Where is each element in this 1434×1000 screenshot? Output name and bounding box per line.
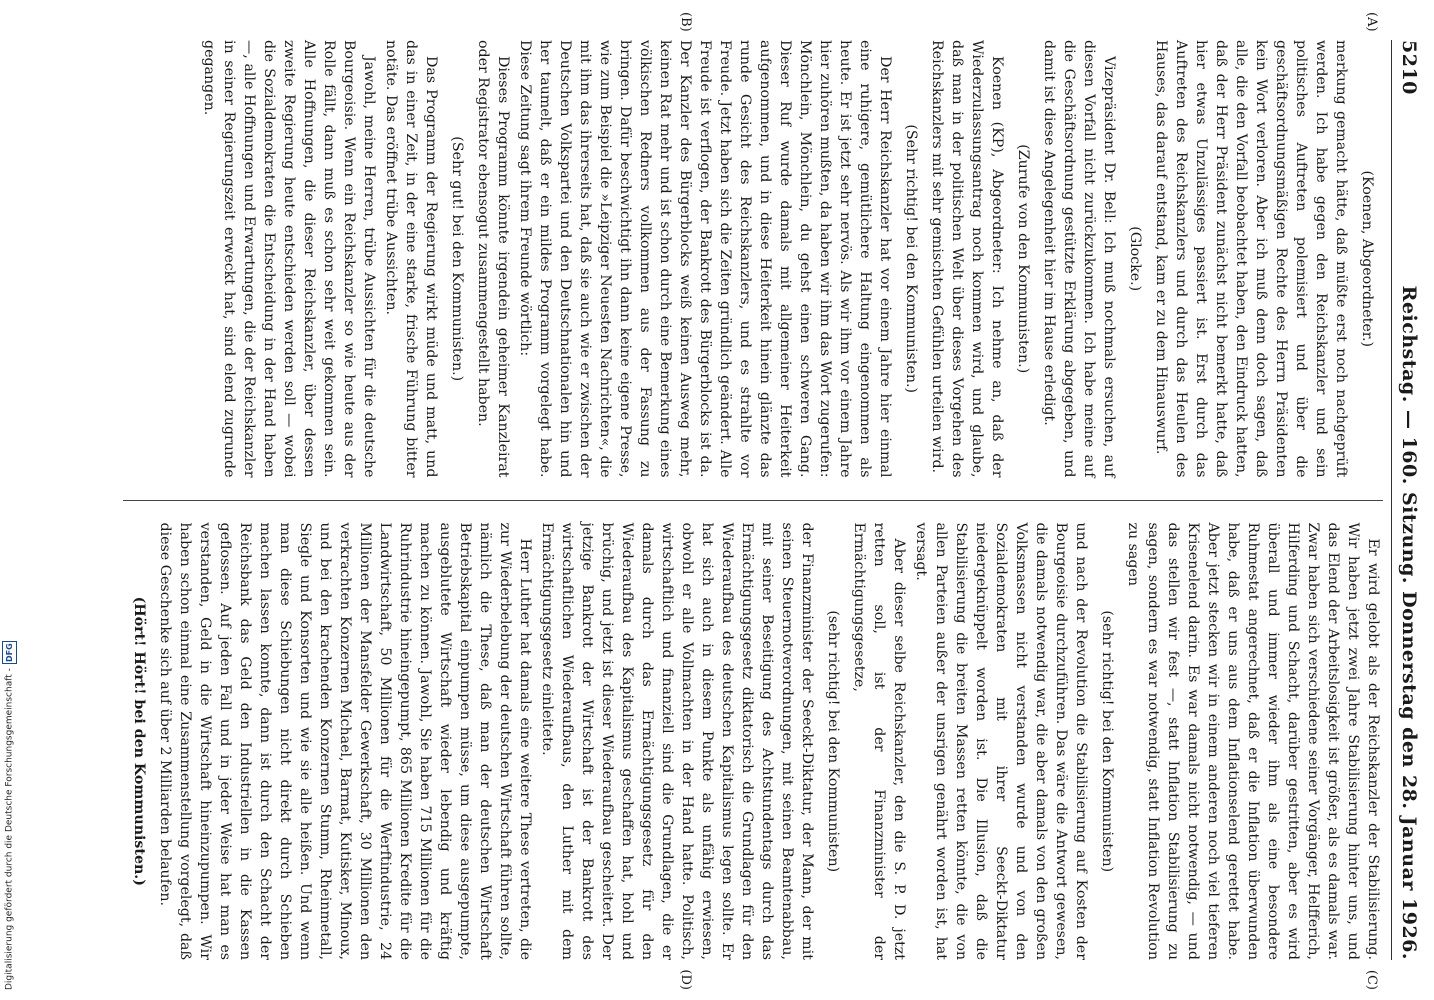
left-column — [123, 40, 1383, 478]
paragraph: Herr Luther hat damals eine weitere These vertreten, die zur Wiederbelebung der deutschen Wirtschaft führen sollte, nämlich die These, daß man der deutschen Wirtschaft Betriebskapital einpumpen müsse, um diese ausgepumpte, ausgeblutete Wirtschaft wieder lebendig und kräftig machen zu können. Jawohl, Sie haben 715 Millionen für die Ruhrindustrie hineingepumpt, 865 Millionen Kredite für die Landwirtschaft, 50 Millionen für die Werftindustrie, 24 Millionen der Mansfelder Gewerkschaft, 30 Millionen den verkrachten Konzernen Michael, Barmat, Kutisker, Minoux, und bei den krachenden Konzernen Stumm, Rheinmetall, Siegle und Konsorten und wie sie alle heißen. Und wenn man diese Schiebungen nicht direkt durch Schieben machen lassen konnte, dann ist durch den Schacht der Reichsbank das Geld den Industriellen in die Kassen geflossen. Auf jeden Fall und in jeder Weise hat man es verstanden, Geld in die Wirtschaft hineinzupumpen. Wir haben schon einmal eine Zusammenstellung vorgelegt, daß diese Geschenke sich auf über 2 Milliarden belaufen. — [157, 522, 533, 960]
paragraph: und nach der Revolution die Stabilisierung auf Kosten der Bourgeoisie durchzuführen. Das wäre die Antwort gewesen, die damals notwendig war, die aber damals von den großen Volksmassen nicht verstanden wurde und von den Sozialdemokraten mit ihrer Seeckt-Diktatur niedergeknüppelt worden ist. Die Illusion, daß die Stabilisierung die breiten Massen retten könnte, die von allen Parteien außer der unsrigen genährt worden ist, hat versagt. — [913, 522, 1089, 960]
interjection: (Sehr richtig! bei den Kommunisten.) — [903, 124, 919, 394]
page-number: 5210 — [1398, 40, 1420, 95]
interjection: (Zurufe von den Kommunisten.) — [1015, 144, 1031, 374]
paragraph: Koenen (KP), Abgeordneter: Ich nehme an, daß der Wiederzulassungsantrag noch kommen wird, und glaube, daß man in der politischen Welt über dieses Vorgehen des Reichskanzlers mit sehr gemischten Gefühlen urteilen wird. — [929, 40, 1005, 478]
quotation: Dieses Programm könnte irgendein geheimer Kanzleirat oder Registrator ebensogut zusammengestellt haben. — [475, 40, 511, 478]
interjection: (Hört! Hört! bei den Kommunisten.) — [131, 596, 147, 886]
funding-note — [2, 100, 17, 990]
paragraph: der Finanzminister der Seeckt-Diktatur, der Mann, der mit seinen Steuernotverordnungen, mit seinen Beamtenabbau, mit seiner Beseitigung des Achtstundentags durch das Ermächtigungsgesetz diktatorisch die Grundlagen für den Wiederaufbau des deutschen Kapitalismus legen sollte. Er hat sich auch in diesem Punkte als unfähig erwiesen, obwohl er alle Vollmachten in der Hand hatte. Politisch, wirtschaftlich und finanziell sind die Grundlagen, die er damals durch das Ermächtigungsgesetz für den Wiederaufbau des Kapitalismus geschaffen hat, hohl und brüchig, und jetzt ist dieser Wiederaufbau gescheitert. Der jetzige Bankrott der Wirtschaft ist der Bankrott des wirtschaftlichen Wiederaufbaus, den Luther mit dem Ermächtigungsgesetz einleitete. — [539, 522, 815, 960]
interjection: (Sehr gut! bei den Kommunisten.) — [449, 136, 465, 382]
paragraph: merkung gemacht hätte, daß müßte erst noch nachgeprüft werden. Ich habe gegen den Reichskanzler und sein politisches Auftreten polemisiert und über die geschäftsordnungsmäßigen Rechte des Herrn Präsidenten kein Wort verloren. Aber ich muß denn doch sagen, daß alle, die den Vorfall beobachtet haben, den Eindruck hatten, daß der Herr Präsident zunächst nicht bemerkt hatte, daß hier etwas Unzulässiges passiert ist. Erst durch das Auftreten des Reichskanzlers und durch das Heulen des Hauses, das darauf entstand, kam er zu dem Hinauswurf. — [1153, 40, 1349, 478]
header-title: Reichstag. — 160. Sitzung. Donnerstag den 28. Januar 1926. — [1398, 285, 1420, 960]
column-divider — [123, 500, 1383, 501]
paragraph: Er wird gelobt als der Reichskanzler der Stabilisierung. Wir haben jetzt zwei Jahre Stabilisierung hinter uns, und das Elend der Arbeitslosigkeit ist größer, als es damals war. Zwar haben sich verschiedene seiner Vorgänger, Helfferich, Hilferding und Schacht, darüber gestritten, aber es wird überall und immer wieder ihm als eine besondere Ruhmestat angerechnet, daß er die Inflation überwunden habe, daß er uns aus dem Inflationselend gerettet habe. Aber jetzt stecken wir in einem anderen noch viel tieferen Krisenelend darin. Es war damals nicht notwendig, — und das stellen wir fest —, statt Inflation Stabilisierung zu sagen, sondern es war notwendig, statt Inflation Revolution zu sagen — [1125, 522, 1381, 960]
margin-mark-b: (B) — [678, 12, 693, 32]
funding-note-text: Digitalisierung gefördert durch die Deutsche Forschungsgemeinschaft - — [4, 668, 15, 990]
interjection: (sehr richtig! bei den Kommunisten) — [825, 610, 841, 873]
text-columns — [123, 12, 1383, 990]
page-header — [1391, 40, 1420, 960]
document-page — [100, 0, 1434, 1000]
interjection: (sehr richtig! bei den Kommunisten) — [1099, 610, 1115, 873]
speaker-header: (Koenen, Abgeordneter.) — [1359, 170, 1375, 347]
interjection: (Glocke.) — [1127, 226, 1143, 292]
margin-mark-d: (D) — [678, 969, 693, 990]
margin-mark-a: (A) — [1364, 12, 1379, 32]
margin-mark-c: (C) — [1364, 969, 1379, 990]
paragraph: Jawohl, meine Herren, trübe Aussichten für die deutsche Bourgeoisie. Wenn ein Reichskanzler so wie heute aus der Rolle fällt, dann muß es schon sehr weit gekommen sein. Alle Hoffnungen, die dieser Reichskanzler, über dessen zweite Regierung heute entschieden werden soll — wobei die Sozialdemokraten die Entscheidung in der Hand haben —, alle Hoffnungen und Erwartungen, die der Reichskanzler in seiner Regierungszeit erweckt hat, sind elend zugrunde gegangen. — [201, 40, 377, 478]
right-column — [123, 523, 1383, 961]
quotation: Das Programm der Regierung wirkt müde und matt, und das in einer Zeit, in der eine starke, frische Führung bitter notäte. Das eröffnet trübe Aussichten. — [383, 40, 439, 478]
dfg-logo: DFG — [2, 641, 17, 664]
paragraph: Aber dieser selbe Reichskanzler, den die S. P. D. jetzt retten soll, ist der Finanzminister der Ermächtigungsgesetze, — [851, 522, 907, 960]
paragraph: Der Herr Reichskanzler hat vor einem Jahre hier einmal eine ruhigere, gemütlichere Haltung eingenommen als heute. Er ist jetzt sehr nervös. Als wir ihm vor einem Jahre hier zuhören mußten, da haben wir ihm das Wort zugerufen: Mönchlein, Mönchlein, du gehst einen schweren Gang. Dieser Ruf wurde damals mit allgemeiner Heiterkeit aufgenommen, und in diese Heiterkeit hinein glänzte das runde Gesicht des Reichskanzlers, und es strahlte vor Freude. Jetzt haben sich die Zeiten gründlich geändert. Alle Freude ist verflogen, der Bankrott des Bürgerblocks ist da. Der Kanzler des Bürgerblocks weiß keinen Ausweg mehr, keinen Rat mehr und ist schon durch eine Bemerkung eines völkischen Redners vollkommen aus der Fassung zu bringen. Dafür beschwichtigt ihn dann keine eigene Presse, wie zum Beispiel die »Leipziger Neuesten Nachrichten«, die mit ihm das ihrerseits hat, daß sie auch wie er zwischen der Deutschen Volkspartei und den Deutschnationalen hin und her taumelt, daß er ein mildes Programm vorgelegt habe. Diese Zeitung sagt ihrem Freunde wörtlich: — [517, 40, 893, 478]
paragraph: Vizepräsident Dr. Bell: Ich muß nochmals ersuchen, auf diesen Vorfall nicht zurückzukommen. Ich habe meine auf die Geschäftsordnung gestützte Erklärung abgegeben, und damit ist diese Angelegenheit hier im Hause erledigt. — [1041, 40, 1117, 478]
